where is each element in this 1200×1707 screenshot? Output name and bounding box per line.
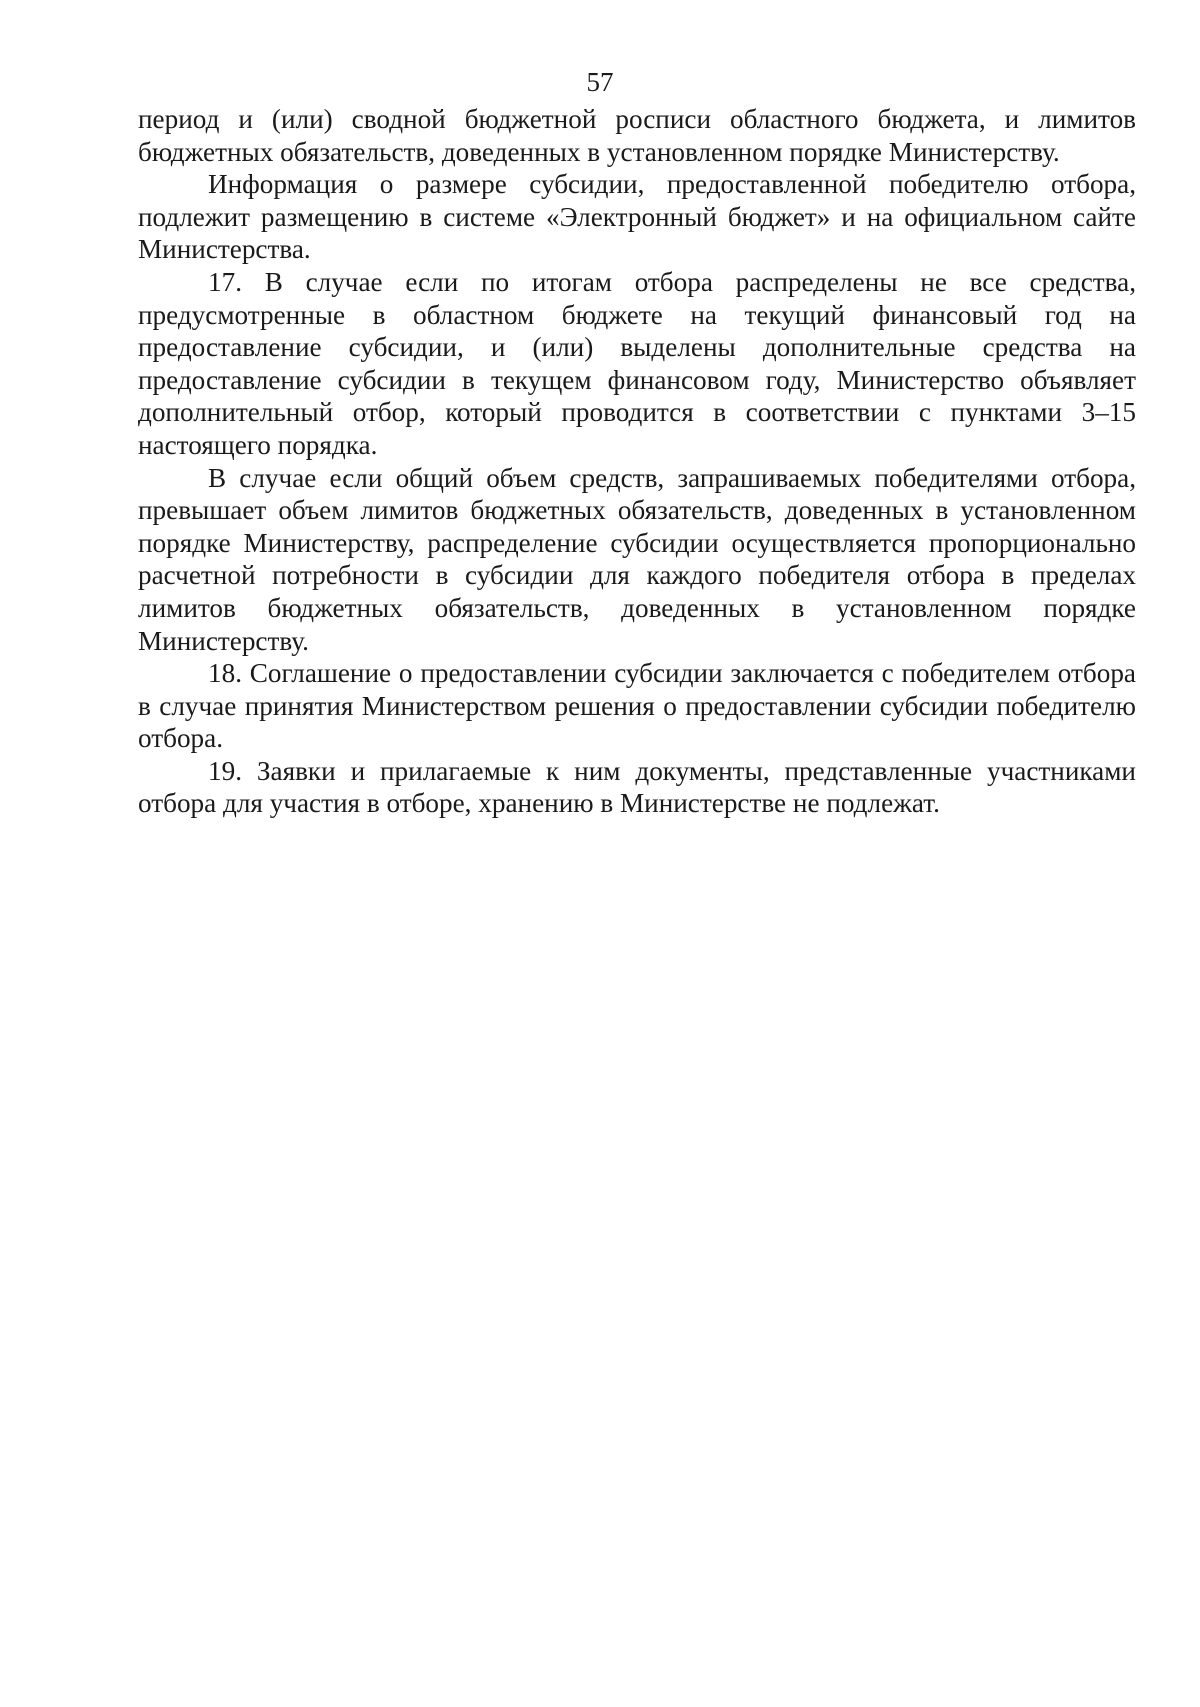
- page-number: 57: [586, 67, 614, 97]
- paragraph-clause-17: 17. В случае если по итогам отбора распределены не все средства, предусмотренные в областном бюджете на текущий финансовый год на предоставление субсидии, и (или) выделены дополнительные средства на предоставление субсидии в текущем финансовом году, Министерство объявляет дополнительный отбор, который проводится в соответствии с пунктами 3–15 настоящего порядка.: [138, 266, 1136, 460]
- paragraph-clause-19: 19. Заявки и прилагаемые к ним документы, представленные участниками отбора для участия в отборе, хранению в Министерстве не подлежат.: [138, 755, 1136, 819]
- paragraph-continuation: период и (или) сводной бюджетной росписи областного бюджета, и лимитов бюджетных обязательств, доведенных в установленном порядке Министерству.: [138, 104, 1136, 167]
- paragraph-subsidy-info: Информация о размере субсидии, предоставленной победителю отбора, подлежит размещению в системе «Электронный бюджет» и на официальном сайте Министерства.: [138, 169, 1136, 265]
- document-body: [138, 103, 1136, 820]
- paragraph-clause-18: 18. Соглашение о предоставлении субсидии заключается с победителем отбора в случае принятия Министерством решения о предоставлении субсидии победителю отбора.: [138, 658, 1136, 754]
- paragraph-clause-17-distribution: В случае если общий объем средств, запрашиваемых победителями отбора, превышает объем лимитов бюджетных обязательств, доведенных в установленном порядке Министерству, распределение субсидии осуществляется пропорционально расчетной потребности в субсидии для каждого победителя отбора в пределах лимитов бюджетных обязательств, доведенных в установленном порядке Министерству.: [138, 462, 1136, 656]
